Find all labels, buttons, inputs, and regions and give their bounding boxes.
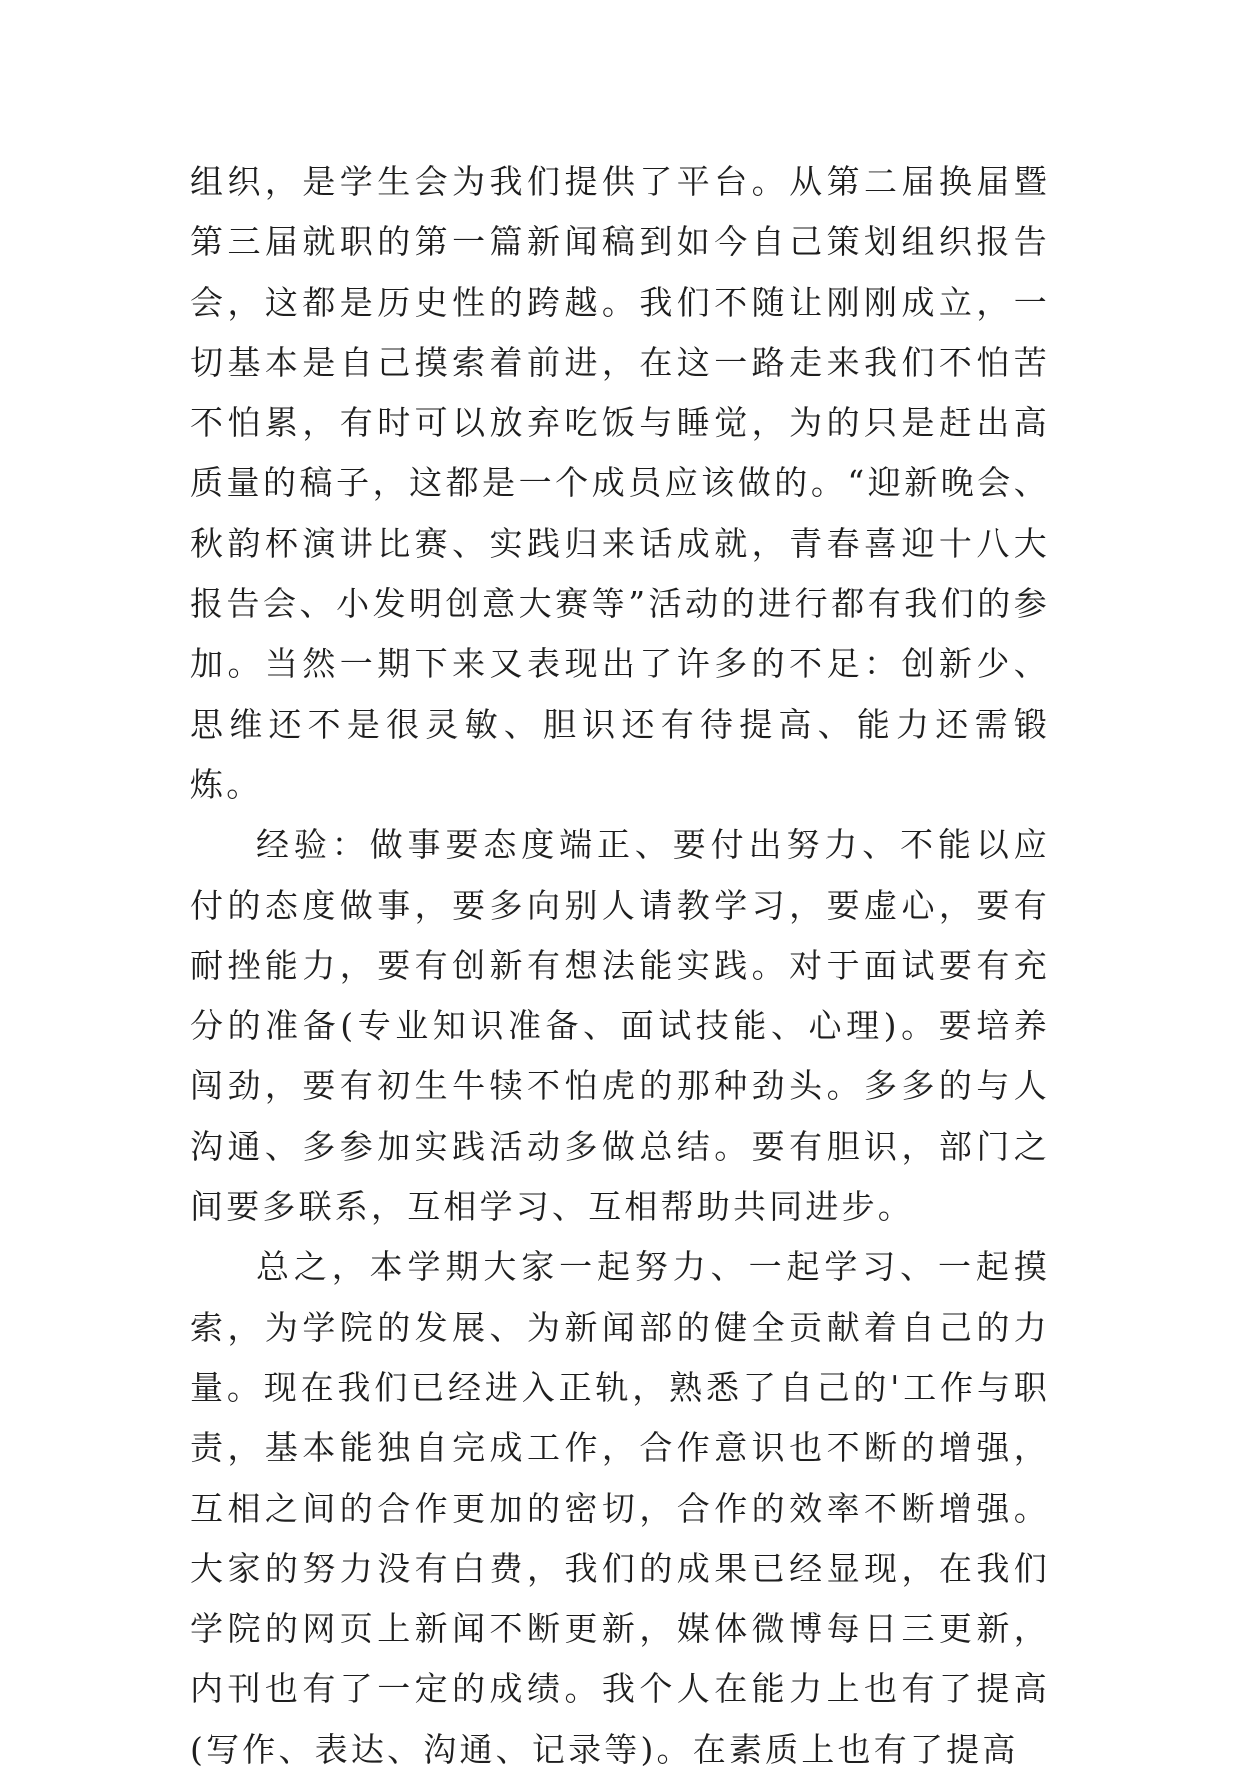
paragraph-1: 组织，是学生会为我们提供了平台。从第二届换届暨第三届就职的第一篇新闻稿到如今自己策划组织报告会，这都是历史性的跨越。我们不随让刚刚成立，一切基本是自己摸索着前进，在这一路走来我们不怕苦不怕累，有时可以放弃吃饭与睡觉，为的只是赶出高质量的稿子，这都是一个成员应该做的。“迎新晚会、秋韵杯演讲比赛、实践归来话成就，青春喜迎十八大报告会、小发明创意大赛等”活动的进行都有我们的参加。当然一期下来又表现出了许多的不足：创新少、思维还不是很灵敏、胆识还有待提高、能力还需锻炼。 [190,162,1050,804]
document-body [190,152,1050,1780]
paragraph-2: 经验：做事要态度端正、要付出努力、不能以应付的态度做事，要多向别人请教学习，要虚心，要有耐挫能力，要有创新有想法能实践。对于面试要有充分的准备(专业知识准备、面试技能、心理)。要培养闯劲，要有初生牛犊不怕虎的那种劲头。多多的与人沟通、多参加实践活动多做总结。要有胆识，部门之间要多联系，互相学习、互相帮助共同进步。 [190,825,1050,1227]
paragraph-3: 总之，本学期大家一起努力、一起学习、一起摸索，为学院的发展、为新闻部的健全贡献着自己的力量。现在我们已经进入正轨，熟悉了自己的'工作与职责，基本能独自完成工作，合作意识也不断的增强，互相之间的合作更加的密切，合作的效率不断增强。大家的努力没有白费，我们的成果已经显现，在我们学院的网页上新闻不断更新，媒体微博每日三更新，内刊也有了一定的成绩。我个人在能力上也有了提高(写作、表达、沟通、记录等)。在素质上也有了提高 [190,1247,1050,1769]
